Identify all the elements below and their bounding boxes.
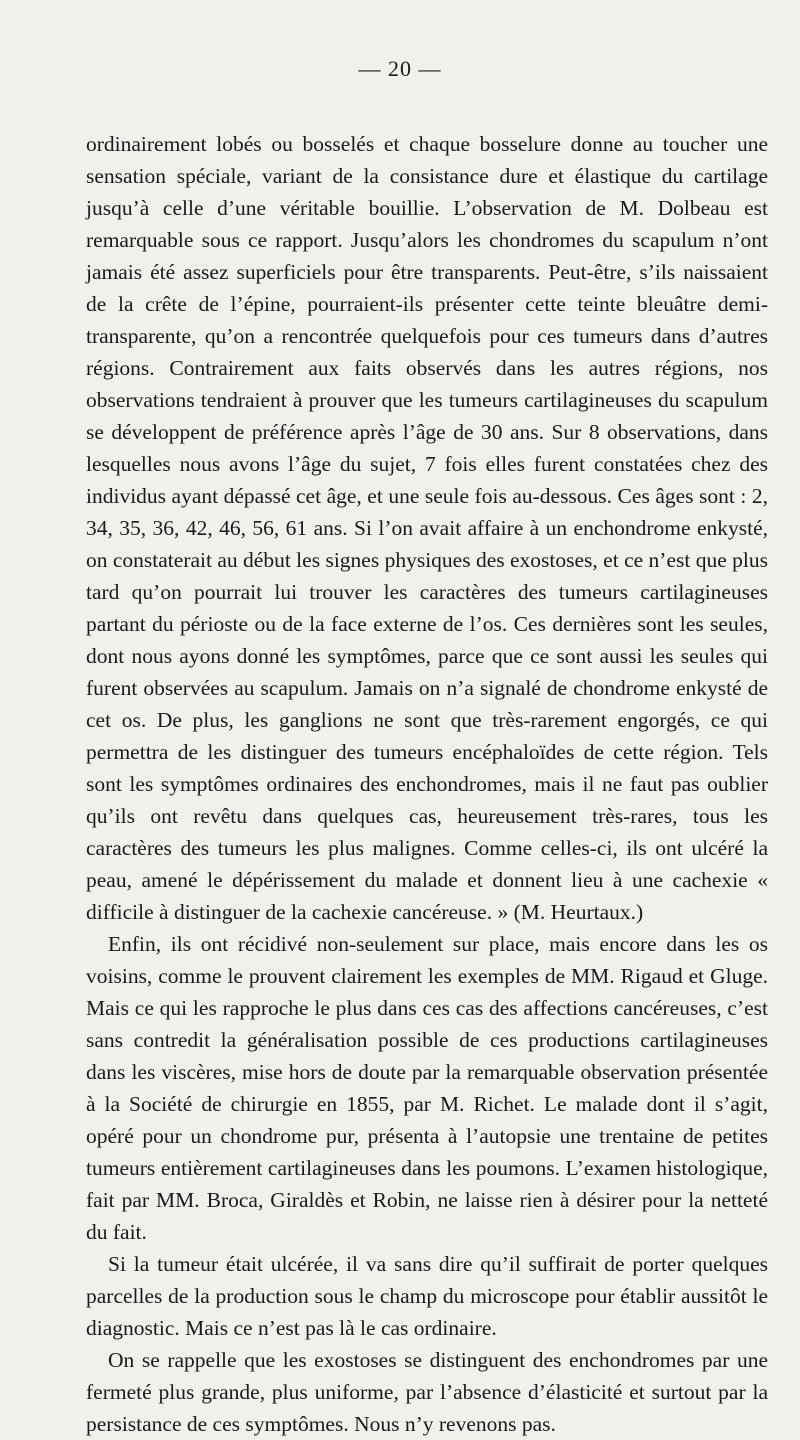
paragraph-1: ordinairement lobés ou bosselés et chaque bosselure donne au toucher une sensation spéciale, variant de la consistance dure et élastique du cartilage jusqu’à celle d’une véritable bouillie. L’observation de M. Dolbeau est remarquable sous ce rapport. Jusqu’alors les chondromes du scapulum n’ont jamais été assez superficiels pour être transparents. Peut-être, s’ils naissaient de la crête de l’épine, pourraient-ils présenter cette teinte bleuâtre demi-transparente, qu’on a rencontrée quelquefois pour ces tumeurs dans d’autres régions. Contrairement aux faits observés dans les autres régions, nos observations tendraient à prouver que les tumeurs cartilagineuses du scapulum se développent de préférence après l’âge de 30 ans. Sur 8 observations, dans lesquelles nous avons l’âge du sujet, 7 fois elles furent constatées chez des individus ayant dépassé cet âge, et une seule fois au-dessous. Ces âges sont : 2, 34, 35, 36, 42, 46, 56, 61 ans. Si l’on avait affaire à un enchondrome enkysté, on constaterait au début les signes physiques des exostoses, et ce n’est que plus tard qu’on pourrait lui trouver les caractères des tumeurs cartilagineuses partant du périoste ou de la face externe de l’os. Ces dernières sont les seules, dont nous ayons donné les symptômes, parce que ce sont aussi les seules qui furent observées au scapulum. Jamais on n’a signalé de chondrome enkysté de cet os. De plus, les ganglions ne sont que très-rarement engorgés, ce qui permettra de les distinguer des tumeurs encéphaloïdes de cette région. Tels sont les symptômes ordinaires des enchondromes, mais il ne faut pas oublier qu’ils ont revêtu dans quelques cas, heureusement très-rares, tous les caractères des tumeurs les plus malignes. Comme celles-ci, ils ont ulcéré la peau, amené le dépérissement du malade et donnent lieu à une cachexie « difficile à distinguer de la cachexie cancéreuse. » (M. Heurtaux.)	[86, 132, 768, 924]
body-text	[86, 128, 768, 1440]
paragraph-2: Enfin, ils ont récidivé non-seulement sur place, mais encore dans les os voisins, comme le prouvent clairement les exemples de MM. Rigaud et Gluge. Mais ce qui les rapproche le plus dans ces cas des affections cancéreuses, c’est sans contredit la généralisation possible de ces productions cartilagineuses dans les viscères, mise hors de doute par la remarquable observation présentée à la Société de chirurgie en 1855, par M. Richet. Le malade dont il s’agit, opéré pour un chondrome pur, présenta à l’autopsie une trentaine de petites tumeurs entièrement cartilagineuses dans les poumons. L’examen histologique, fait par MM. Broca, Giraldès et Robin, ne laisse rien à désirer pour la netteté du fait.	[86, 932, 768, 1244]
paragraph-4: On se rappelle que les exostoses se distinguent des enchondromes par une fermeté plus grande, plus uniforme, par l’absence d’élasticité et surtout par la persistance de ces symptômes. Nous n’y revenons pas.	[86, 1348, 768, 1436]
paragraph-3: Si la tumeur était ulcérée, il va sans dire qu’il suffirait de porter quelques parcelles de la production sous le champ du microscope pour établir aussitôt le diagnostic. Mais ce n’est pas là le cas ordinaire.	[86, 1252, 768, 1340]
page-number: — 20 —	[358, 56, 442, 81]
